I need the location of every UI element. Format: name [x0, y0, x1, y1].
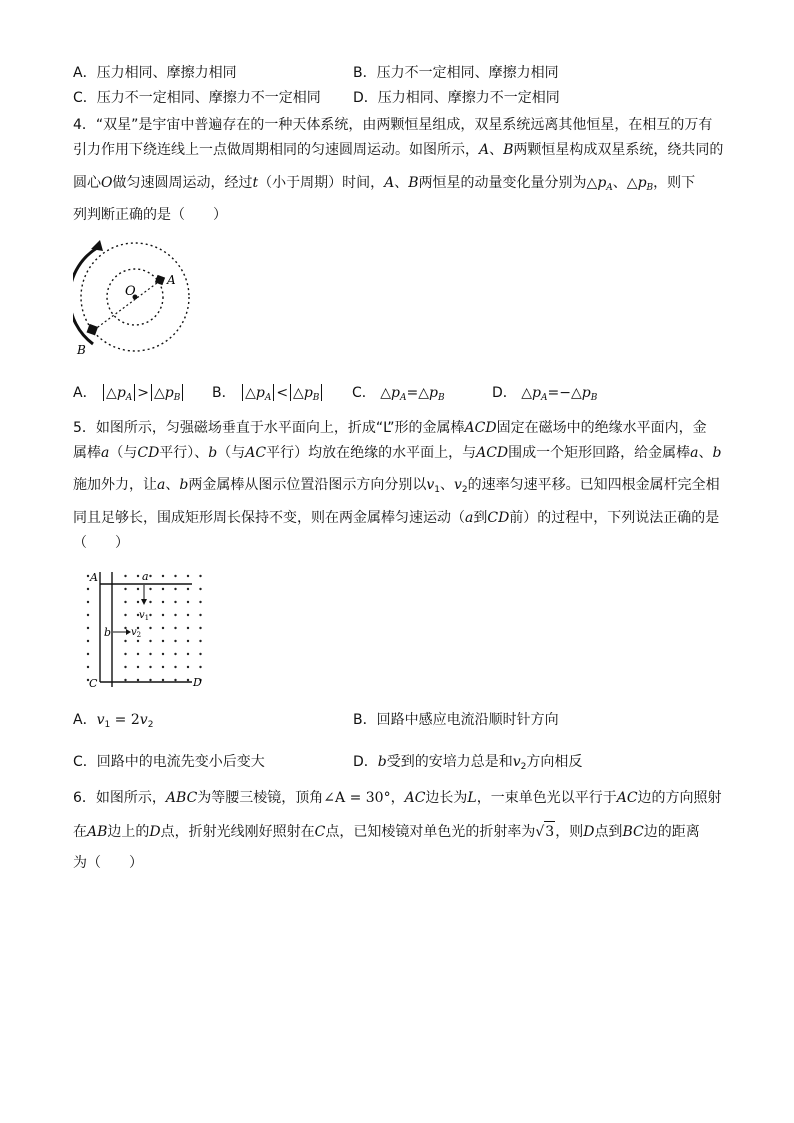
label-a: A — [167, 273, 176, 287]
field-dot — [187, 614, 189, 616]
field-dot — [162, 653, 164, 655]
q3-option-c: C．压力不一定相同、摩擦力不一定相同 — [73, 90, 321, 106]
field-dot — [124, 640, 126, 642]
field-dot — [162, 575, 164, 577]
field-dot — [137, 588, 139, 590]
field-dot — [162, 666, 164, 668]
field-dot — [149, 627, 151, 629]
field-dot — [174, 627, 176, 629]
label-b: B — [77, 343, 86, 357]
field-dot — [162, 640, 164, 642]
field-dot — [149, 653, 151, 655]
field-dot — [174, 601, 176, 603]
field-dot — [137, 627, 139, 629]
field-dot — [137, 666, 139, 668]
label-v1: $v_1$ — [139, 610, 150, 622]
q6-stem-line2: 在AB边上的D点，折射光线刚好照射在C点，已知棱镜对单色光的折射率为√3，则D点到BC边的距离 — [73, 821, 700, 842]
field-dot — [149, 588, 151, 590]
field-dot — [199, 640, 201, 642]
field-dot — [149, 666, 151, 668]
field-dot — [124, 679, 126, 681]
field-dot — [124, 666, 126, 668]
q6-stem-line1: 6．如图所示，ABC为等腰三棱镜，顶角∠A = 30°，AC边长为L，一束单色光以平行于AC边的方向照射 — [73, 790, 722, 806]
field-dot — [162, 679, 164, 681]
field-dot — [187, 575, 189, 577]
velocity-arrow-v1-head — [141, 599, 147, 605]
field-dot — [137, 653, 139, 655]
field-dot — [199, 588, 201, 590]
field-dot — [187, 666, 189, 668]
field-dot — [199, 666, 201, 668]
field-dot — [124, 627, 126, 629]
field-dot — [187, 679, 189, 681]
q4-stem-line2: 引力作用下绕连线上一点做周期相同的匀速圆周运动。如图所示，A、B两颗恒星构成双星系统，绕共同的 — [73, 142, 724, 158]
field-dot — [174, 666, 176, 668]
field-dot — [149, 601, 151, 603]
label-v2: $v_2$ — [131, 627, 142, 639]
field-dot — [174, 614, 176, 616]
field-dot — [87, 614, 89, 616]
field-dot — [87, 653, 89, 655]
field-dot — [199, 601, 201, 603]
field-dot — [149, 614, 151, 616]
field-dot — [137, 601, 139, 603]
field-dot — [137, 575, 139, 577]
field-dot — [124, 588, 126, 590]
q5-option-c: C．回路中的电流先变小后变大 — [73, 754, 265, 770]
q4-option-a: A． $\triangle p_A$ > $\triangle p_B$ — [73, 383, 185, 408]
field-dot — [187, 627, 189, 629]
label-c: C — [89, 677, 98, 690]
field-dot — [187, 640, 189, 642]
label-d: D — [193, 676, 202, 689]
q4-stem-line3: 圆心O做匀速圆周运动，经过t（小于周期）时间，A、B两恒星的动量变化量分别为$\triangle p_A$、$\triangle p_B$，则下 — [73, 175, 696, 193]
label-a-corner: A — [90, 571, 98, 584]
field-dot — [124, 614, 126, 616]
q5-stem-line4: 同且足够长，围成矩形周长保持不变，则在两金属棒匀速运动（a到CD前）的过程中，下列说法正确的是 — [73, 510, 720, 526]
field-dot — [87, 627, 89, 629]
field-dot — [199, 627, 201, 629]
field-dot — [87, 601, 89, 603]
field-dot — [174, 575, 176, 577]
field-dot — [149, 679, 151, 681]
q5-stem-line2: 属棒a（与CD平行）、b（与AC平行）均放在绝缘的水平面上，与ACD围成一个矩形回路，给金属棒a、b — [73, 445, 722, 461]
q3-option-b: B．压力不一定相同、摩擦力相同 — [353, 65, 559, 81]
field-dot — [199, 614, 201, 616]
binary-star-figure — [73, 232, 193, 362]
label-b-rod: b — [104, 626, 112, 639]
field-dot — [174, 679, 176, 681]
q4-stem-line1: 4．“双星”是宇宙中普遍存在的一种天体系统，由两颗恒星组成，双星系统远离其他恒星，在相互的万有 — [73, 117, 713, 133]
field-dot — [149, 640, 151, 642]
field-dot — [87, 588, 89, 590]
field-dot — [162, 627, 164, 629]
q4-option-d: D． $\triangle p_A=-\triangle p_B$ — [492, 385, 598, 403]
q5-stem-line3: 施加外力，让a、b两金属棒从图示位置沿图示方向分别以$v_1$、$v_2$的速率匀速平移。已知四根金属杆完全相 — [73, 477, 720, 495]
star-b-marker — [87, 324, 99, 336]
field-dot — [137, 679, 139, 681]
label-a-rod: a — [142, 570, 149, 583]
field-dot — [187, 588, 189, 590]
field-dot — [174, 653, 176, 655]
label-o: O — [125, 284, 136, 299]
q5-option-a: A．$v_1 = 2v_2$ — [73, 712, 154, 730]
q4-stem-line4: 列判断正确的是（ ） — [73, 207, 227, 223]
field-dot — [124, 601, 126, 603]
q5-option-b: B．回路中感应电流沿顺时针方向 — [353, 712, 559, 728]
field-dot — [87, 666, 89, 668]
q5-stem-line5: （ ） — [73, 535, 129, 551]
field-dot — [124, 653, 126, 655]
q6-stem-line3: 为（ ） — [73, 855, 143, 871]
q5-stem-line1: 5．如图所示，匀强磁场垂直于水平面向上，折成“L”形的金属棒ACD固定在磁场中的绝缘水平面内，金 — [73, 420, 707, 436]
field-dot — [187, 601, 189, 603]
field-dot — [137, 640, 139, 642]
field-dot — [187, 653, 189, 655]
q4-option-b: B． $\triangle p_A$ < $\triangle p_B$ — [212, 383, 324, 408]
field-dot — [174, 640, 176, 642]
q3-option-a: A．压力相同、摩擦力相同 — [73, 65, 237, 81]
field-dot — [199, 575, 201, 577]
field-dot — [124, 575, 126, 577]
field-dot — [174, 588, 176, 590]
field-dot — [199, 653, 201, 655]
field-dot — [87, 640, 89, 642]
field-dot — [162, 614, 164, 616]
field-dot — [162, 601, 164, 603]
field-dot — [162, 588, 164, 590]
field-dot — [149, 575, 151, 577]
magnetic-field-figure — [80, 562, 220, 694]
q4-option-c: C． $\triangle p_A=\triangle p_B$ — [352, 385, 445, 403]
q3-option-d: D．压力相同、摩擦力不一定相同 — [353, 90, 560, 106]
q5-option-d: D．b受到的安培力总是和$v_2$方向相反 — [353, 754, 583, 772]
field-dot — [87, 575, 89, 577]
